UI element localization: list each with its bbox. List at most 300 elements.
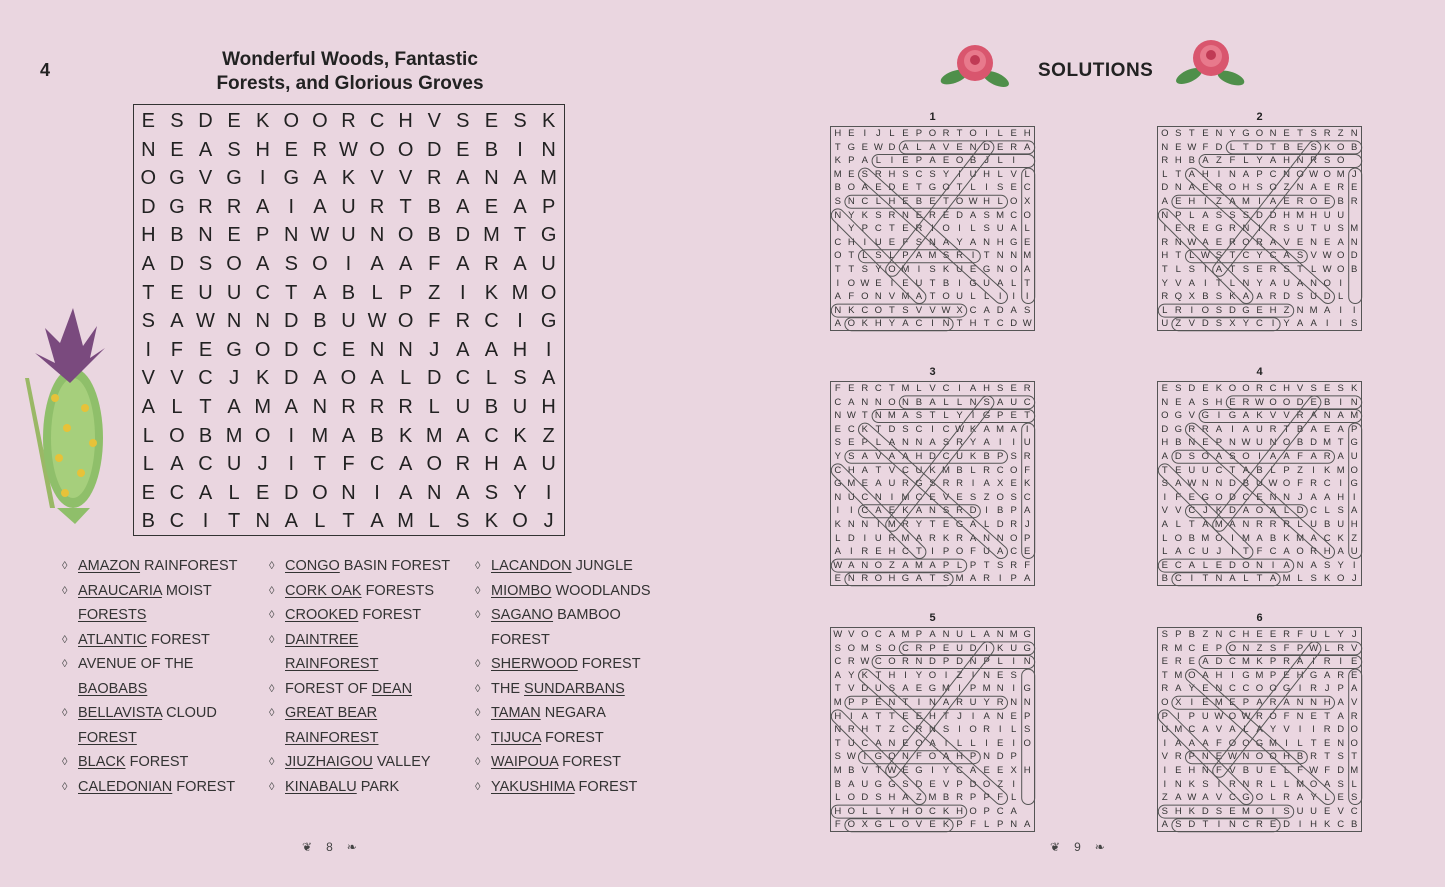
word-underlined: SUNDARBANS — [524, 680, 625, 697]
solution-letter: K — [969, 423, 977, 435]
solution-letter: E — [834, 423, 841, 435]
solution-letter: S — [1215, 250, 1223, 262]
solution-letter: O — [1009, 263, 1018, 275]
solution-letter: L — [1324, 792, 1330, 804]
solution-letter: W — [941, 304, 951, 316]
solution-letter: E — [1283, 195, 1290, 207]
solution-letter: E — [1283, 128, 1290, 139]
solution-letter: K — [1323, 141, 1331, 153]
grid-letter: S — [456, 110, 470, 132]
solution-letter: I — [1298, 683, 1302, 695]
word-text — [78, 730, 137, 747]
solution-letter: N — [1269, 491, 1277, 503]
grid-row — [134, 422, 564, 451]
solution-letter: N — [834, 209, 842, 221]
grid-letter: T — [313, 453, 326, 476]
solution-letter: A — [902, 141, 909, 153]
solution-letter: I — [931, 423, 934, 435]
solution-letter: W — [1187, 478, 1197, 490]
solution-letter: U — [1256, 423, 1263, 435]
solution-letter: T — [956, 318, 963, 330]
solution-letter: U — [1161, 724, 1169, 736]
solution-letter: R — [1023, 383, 1031, 394]
solution-letter: E — [1215, 559, 1223, 571]
solution-letter: R — [1283, 518, 1290, 530]
solution-letter: L — [1351, 778, 1357, 790]
solution-letter: T — [1161, 263, 1168, 275]
solution-letter: E — [915, 683, 923, 695]
solution-letter: S — [1024, 304, 1031, 316]
grid-letter: S — [456, 510, 470, 533]
answer-oval — [845, 450, 1008, 463]
solution-letter: M — [955, 573, 964, 585]
grid-letter: R — [341, 110, 356, 132]
solution-letter: A — [983, 478, 990, 490]
plant-illustration — [15, 308, 115, 526]
grid-letter: O — [254, 424, 271, 447]
solution-letter: U — [861, 778, 869, 790]
solution-letter: O — [1174, 532, 1182, 544]
solution-letter: J — [1351, 168, 1357, 180]
solution-letter: F — [1024, 559, 1031, 571]
grid-letter: O — [397, 310, 414, 333]
solution-letter: A — [983, 304, 990, 316]
solution-letter: T — [956, 182, 963, 194]
solution-letter: D — [1201, 318, 1209, 330]
solution-letter: N — [1215, 128, 1223, 139]
solution-letter: N — [983, 751, 991, 763]
solution-letter: K — [902, 505, 909, 517]
solution-letter: J — [875, 128, 881, 139]
solution-letter: G — [1009, 236, 1018, 248]
solution-letter: S — [848, 450, 855, 462]
solution-letter: J — [1024, 518, 1030, 530]
answer-oval — [1172, 195, 1335, 208]
solution-letter: D — [1188, 383, 1196, 394]
solution-letter: J — [1351, 573, 1357, 585]
solution-letter: R — [1350, 710, 1358, 722]
solution-letter: T — [834, 737, 841, 749]
solution-letter: N — [1310, 696, 1318, 708]
solution-letter: N — [1296, 182, 1304, 194]
solution-letter: E — [1024, 236, 1031, 248]
solution-letter: K — [861, 669, 868, 681]
solution-letter: I — [1190, 573, 1194, 585]
solution-letter: L — [916, 383, 922, 394]
grid-letter: N — [541, 138, 556, 161]
solution-letter: A — [1024, 141, 1031, 153]
word-list-item — [475, 558, 675, 575]
solution-letter: O — [847, 805, 855, 817]
answer-oval — [1172, 318, 1280, 331]
solution-letter: U — [1283, 277, 1290, 289]
solution-letter: N — [1283, 491, 1290, 503]
solution-letter: B — [1188, 532, 1195, 544]
solution-letter: A — [1242, 464, 1250, 476]
grid-letter: B — [484, 138, 499, 161]
answer-oval — [856, 420, 1010, 561]
solution-letter: I — [944, 669, 948, 681]
solution-letter: O — [1228, 182, 1237, 194]
solution-letter: I — [849, 505, 853, 517]
solution-letter: A — [902, 792, 909, 804]
solution-letter: N — [1296, 696, 1304, 708]
grid-letter: L — [428, 395, 440, 418]
solution-letter: W — [955, 423, 965, 435]
solution-letter: C — [834, 396, 842, 408]
grid-letter: M — [254, 395, 271, 418]
solution-letter: F — [916, 751, 922, 763]
solution-letter: N — [834, 491, 842, 503]
solution-letter: D — [888, 423, 896, 435]
solution-letter: A — [1269, 277, 1277, 289]
solution-letter: I — [931, 546, 934, 558]
answer-highlight-ovals — [831, 382, 1036, 587]
word-text — [285, 558, 450, 575]
solution-letter: F — [1024, 464, 1031, 476]
solution-letter: T — [1243, 141, 1249, 153]
solution-letter: F — [834, 819, 841, 831]
solution-letter: R — [1283, 792, 1290, 804]
solution-letter: E — [1310, 396, 1317, 408]
solution-letter: E — [956, 141, 963, 153]
solution-letter: O — [847, 819, 855, 831]
grid-letter: A — [398, 453, 413, 476]
puzzle-number: 4 — [40, 60, 51, 80]
grid-letter: R — [369, 395, 385, 418]
solution-letter: A — [1310, 423, 1317, 435]
solution-letter: B — [956, 464, 963, 476]
solution-letter: N — [1269, 128, 1277, 139]
solution-letter: W — [1255, 396, 1264, 408]
solution-letter: T — [1310, 737, 1317, 749]
grid-letter: I — [460, 281, 466, 304]
grid-letter: R — [341, 395, 356, 418]
solution-letter: I — [998, 437, 1002, 449]
solution-letter: R — [956, 478, 963, 490]
solution-letter: H — [1310, 819, 1318, 831]
solution-letter: B — [1323, 518, 1331, 530]
solution-letter: U — [1350, 546, 1358, 558]
solution-letter: M — [887, 410, 896, 422]
grid-letter: M — [311, 424, 329, 447]
solution-letter: P — [1215, 437, 1223, 449]
grid-letter: W — [196, 310, 215, 333]
solution-letter: G — [1201, 410, 1210, 422]
solution-letter: A — [1202, 792, 1209, 804]
solution-letter: T — [875, 710, 882, 722]
solution-letter: R — [1188, 423, 1196, 435]
solution-letter: D — [969, 642, 977, 654]
solution-letter: F — [1256, 546, 1263, 558]
solution-letter: T — [916, 182, 922, 194]
solution-letter: N — [1242, 518, 1250, 530]
solution-letter: D — [1256, 141, 1263, 153]
solution-letter: Y — [1256, 155, 1263, 167]
solution-letter: N — [1228, 819, 1236, 831]
solution-letter: M — [1214, 518, 1223, 530]
solution-letter: E — [1229, 696, 1236, 708]
solution-letter: H — [1023, 128, 1031, 139]
diamond-bullet-icon: ◊ — [475, 658, 481, 670]
solution-letter: K — [942, 819, 950, 831]
answer-highlight-ovals — [831, 127, 1036, 332]
grid-letter: L — [485, 367, 497, 390]
solution-letter: T — [875, 669, 882, 681]
grid-letter: A — [513, 195, 527, 218]
solution-letter: B — [1323, 396, 1331, 408]
solution-letter: I — [985, 505, 988, 517]
solution-letter: I — [904, 669, 907, 681]
solution-letter: N — [996, 263, 1004, 275]
solution-letter: U — [1337, 209, 1345, 221]
solution-letter: P — [915, 629, 923, 640]
solution-letter: A — [1215, 263, 1223, 275]
solution-letter: B — [848, 764, 855, 776]
solution-letter: E — [915, 710, 923, 722]
solution-letter: I — [958, 683, 961, 695]
solution-letter: O — [874, 573, 883, 585]
grid-letter: T — [285, 281, 298, 304]
grid-letter: A — [456, 252, 470, 275]
solution-letter: X — [1188, 291, 1195, 303]
solution-letter: W — [833, 559, 843, 571]
solution-letter: S — [902, 778, 909, 790]
solution-letter: I — [1285, 737, 1288, 749]
solution-letter: A — [929, 396, 936, 408]
grid-letter: C — [169, 481, 185, 504]
solution-letter: P — [1175, 629, 1182, 640]
solution-letter: M — [847, 478, 856, 490]
solution-letter: T — [1229, 464, 1236, 476]
solution-letter: A — [1256, 291, 1263, 303]
solution-letter: X — [861, 819, 868, 831]
solution-letter: A — [1024, 505, 1031, 517]
grid-letter: A — [313, 195, 327, 218]
solution-letter: C — [1337, 819, 1345, 831]
solution-letter: A — [1202, 209, 1209, 221]
grid-letter: N — [255, 310, 270, 333]
solution-letter: L — [1243, 724, 1249, 736]
solution-letter: O — [847, 277, 855, 289]
solution-letter: L — [956, 737, 963, 749]
solution-letter: N — [1296, 710, 1304, 722]
grid-letter: L — [142, 453, 154, 476]
grid-letter: A — [198, 481, 213, 504]
solution-letter: Z — [1161, 792, 1168, 804]
solution-letter: U — [1161, 318, 1169, 330]
solution-letter: A — [848, 778, 855, 790]
solution-letter: S — [996, 559, 1004, 571]
right-page-number: 9 — [1074, 840, 1081, 854]
grid-letter: N — [484, 167, 499, 190]
solution-letter: A — [861, 182, 868, 194]
solution-letter: U — [874, 683, 882, 695]
solution-letter: D — [1215, 141, 1223, 153]
grid-letter: H — [398, 110, 413, 132]
solution-letter: C — [942, 423, 950, 435]
solution-letter: O — [1215, 491, 1223, 503]
solution-letter: C — [942, 450, 950, 462]
solution-letter: F — [1202, 141, 1209, 153]
word-list-column-3 — [475, 558, 675, 803]
solution-letter: I — [998, 291, 1002, 303]
solution-letter: C — [1010, 209, 1018, 221]
solution-letter: F — [1283, 710, 1290, 722]
word-text — [78, 656, 193, 673]
solution-letter: S — [1269, 642, 1277, 654]
solution-letter: E — [942, 518, 950, 530]
solution-letter: R — [1161, 236, 1169, 248]
grid-row — [134, 107, 564, 136]
solution-letter: O — [955, 195, 964, 207]
solution-letter: E — [929, 195, 936, 207]
solution-letter: A — [1188, 559, 1195, 571]
solution-letter: W — [1227, 751, 1237, 763]
solution-letter: P — [1161, 710, 1168, 722]
solution-letter: I — [958, 223, 961, 235]
solution-letter: S — [834, 437, 841, 449]
solution-letter: G — [1174, 423, 1182, 435]
solution-letter: N — [983, 236, 991, 248]
solution-letter: K — [1256, 410, 1263, 422]
solution-letter: N — [969, 396, 977, 408]
solution-letter: A — [969, 573, 977, 585]
solution-letter: R — [1269, 263, 1277, 275]
grid-letter: I — [202, 510, 209, 533]
solution-letter: M — [942, 464, 950, 476]
solution-letter: R — [1228, 223, 1236, 235]
solution-letter: M — [833, 696, 842, 708]
grid-letter: W — [310, 224, 330, 247]
solution-letter: A — [1010, 304, 1017, 316]
solution-letter: R — [1201, 423, 1209, 435]
solution-letter: B — [1188, 629, 1195, 640]
solution-letter: P — [915, 128, 923, 139]
solution-letter: P — [983, 805, 990, 817]
grid-letter: A — [513, 252, 527, 275]
solution-letter: O — [1269, 751, 1277, 763]
solution-letter: A — [834, 669, 841, 681]
solution-letter: N — [1174, 236, 1182, 248]
solution-letter: C — [1323, 532, 1331, 544]
solution-letter: R — [1174, 751, 1182, 763]
solution-letter: R — [1256, 710, 1263, 722]
solution-letter: T — [1310, 223, 1317, 235]
diamond-bullet-icon: ◊ — [62, 756, 68, 768]
solution-letter: T — [1202, 819, 1209, 831]
solution-letter: U — [847, 737, 855, 749]
solution-letter: H — [1283, 383, 1290, 394]
solution-letter: D — [1228, 505, 1236, 517]
grid-letter: U — [198, 281, 213, 304]
solution-letter: K — [1323, 464, 1331, 476]
solution-letter: P — [983, 656, 990, 668]
grid-letter: B — [484, 395, 499, 418]
solution-letter: S — [1337, 383, 1344, 394]
word-underlined: ARAUCARIA — [78, 582, 162, 599]
solution-letter: E — [942, 155, 950, 167]
word-rest: THE — [491, 680, 525, 697]
solution-letter: S — [1175, 128, 1182, 139]
solution-letter: M — [1282, 573, 1291, 585]
solution-letter: O — [888, 263, 896, 275]
solution-letter: I — [971, 250, 975, 262]
solution-letter: N — [983, 532, 991, 544]
solution-letter: A — [1215, 423, 1223, 435]
word-rest: MOIST — [161, 582, 212, 599]
solution-letter: A — [1269, 505, 1277, 517]
solution-letter: R — [1188, 223, 1196, 235]
solution-letter: I — [890, 491, 894, 503]
solution-letter: W — [1241, 710, 1251, 722]
solution-letter: H — [1269, 304, 1277, 316]
grid-letter: E — [141, 481, 155, 504]
grid-letter: C — [369, 110, 385, 132]
grid-letter: D — [284, 367, 299, 390]
solution-letter: S — [1175, 383, 1182, 394]
solution-letter: S — [1323, 559, 1331, 571]
grid-letter: P — [541, 195, 556, 218]
solution-letter: I — [1231, 532, 1234, 544]
solution-letter: X — [1024, 195, 1031, 207]
solution-letter: S — [1337, 751, 1344, 763]
solution-letter: Z — [956, 669, 963, 681]
solution-letter: R — [1269, 291, 1277, 303]
grid-letter: H — [484, 453, 499, 476]
solution-letter: D — [1228, 304, 1236, 316]
grid-letter: N — [198, 224, 213, 247]
solution-letter: W — [1200, 250, 1210, 262]
solution-letter: B — [1161, 573, 1168, 585]
solution-letter: Y — [834, 450, 841, 462]
solution-letter: I — [998, 724, 1002, 736]
solution-letter: P — [929, 642, 936, 654]
solution-letter: O — [996, 491, 1004, 503]
solution-letter: Y — [1161, 277, 1168, 289]
solution-letter: Y — [1256, 250, 1263, 262]
word-underlined: SAGANO — [491, 607, 554, 623]
solution-letter: P — [969, 559, 977, 571]
answer-oval — [1183, 420, 1337, 561]
solution-letter: S — [1215, 318, 1223, 330]
solution-letter: E — [1351, 182, 1358, 194]
solution-letter: D — [1283, 819, 1290, 831]
solution-letter: E — [1269, 819, 1277, 831]
solution-letter: R — [1161, 683, 1169, 695]
solution-letter: A — [1161, 819, 1168, 831]
solution-letter: I — [1339, 318, 1342, 330]
solution-letter: N — [874, 491, 882, 503]
solution-letter: V — [929, 383, 936, 394]
solution-letter: T — [929, 291, 936, 303]
solution-letter: S — [915, 410, 923, 422]
solution-letter: I — [1231, 669, 1234, 681]
solution-letter: H — [1242, 629, 1250, 640]
solution-letter: H — [1201, 168, 1209, 180]
solution-letter: A — [1010, 223, 1017, 235]
solution-letter: G — [901, 573, 910, 585]
solution-letter: N — [1350, 396, 1358, 408]
grid-letter: G — [226, 338, 242, 361]
word-list-item — [62, 754, 262, 771]
grid-letter: J — [257, 453, 268, 476]
grid-letter: B — [370, 424, 384, 447]
solution-letter: K — [861, 209, 868, 221]
solution-letter: I — [1339, 396, 1342, 408]
solution-letter: O — [1188, 669, 1196, 681]
solution-letter: R — [1256, 518, 1263, 530]
